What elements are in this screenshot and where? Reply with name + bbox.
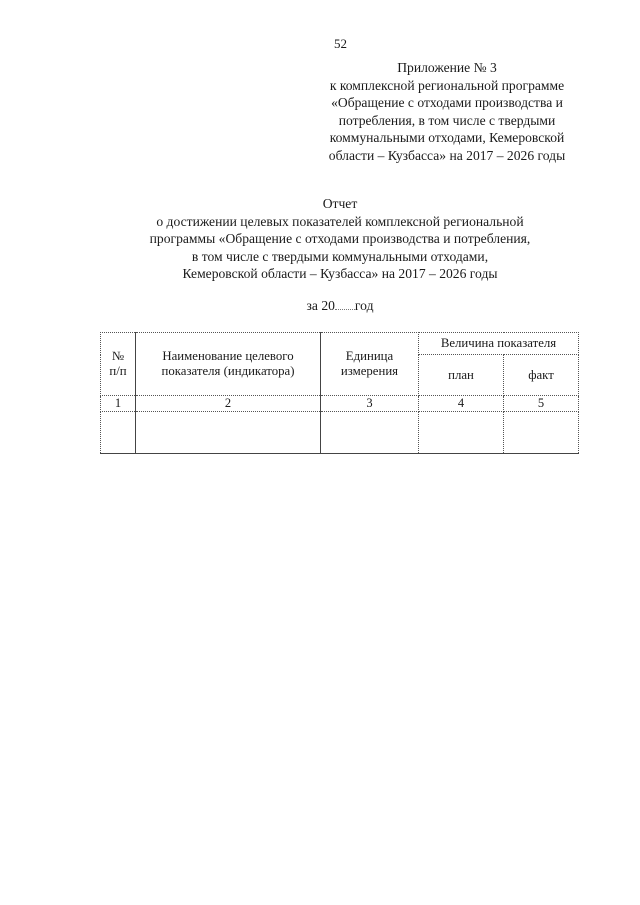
year-suffix: год <box>354 298 374 313</box>
header-indicator-name: Наименование целевого показателя (индикатора) <box>136 333 321 396</box>
appendix-line: области – Кузбасса» на 2017 – 2026 годы <box>328 147 566 163</box>
appendix-line: коммунальными отходами, Кемеровской <box>329 130 565 145</box>
table-cell <box>136 412 321 454</box>
table-cell <box>321 412 419 454</box>
header-fact: факт <box>504 355 579 396</box>
report-title-line: о достижении целевых показателей комплексной региональной <box>156 213 524 229</box>
report-title-line: Отчет <box>322 196 358 211</box>
column-number-4: 4 <box>419 396 504 412</box>
column-number-2: 2 <box>136 396 321 412</box>
appendix-line: «Обращение с отходами производства и <box>331 95 563 110</box>
table-cell <box>419 412 504 454</box>
column-number-1: 1 <box>101 396 136 412</box>
table-cell <box>101 412 136 454</box>
year-blank-field <box>335 297 355 310</box>
report-year-line <box>100 297 580 314</box>
header-value-group: Величина показателя <box>419 333 579 355</box>
report-title-line: Кемеровской области – Кузбасса» на 2017 – 2026 годы <box>182 266 498 281</box>
appendix-line: к комплексной региональной программе <box>329 77 565 93</box>
report-title <box>100 195 580 283</box>
column-number-5: 5 <box>504 396 579 412</box>
header-number: № п/п <box>101 333 136 396</box>
header-plan: план <box>419 355 504 396</box>
year-prefix: за 20 <box>306 298 335 313</box>
table-row <box>101 412 579 454</box>
report-title-line: программы «Обращение с отходами производства и потребления, <box>149 231 531 246</box>
report-title-line: в том числе с твердыми коммунальными отходами, <box>191 248 489 264</box>
column-number-3: 3 <box>321 396 419 412</box>
appendix-line: потребления, в том числе с твердыми <box>338 112 556 128</box>
page-number: 52 <box>334 36 347 51</box>
appendix-line: Приложение № 3 <box>397 60 497 75</box>
indicators-table <box>100 332 579 454</box>
header-unit: Единица измерения <box>321 333 419 396</box>
appendix-header <box>302 59 592 164</box>
table-cell <box>504 412 579 454</box>
